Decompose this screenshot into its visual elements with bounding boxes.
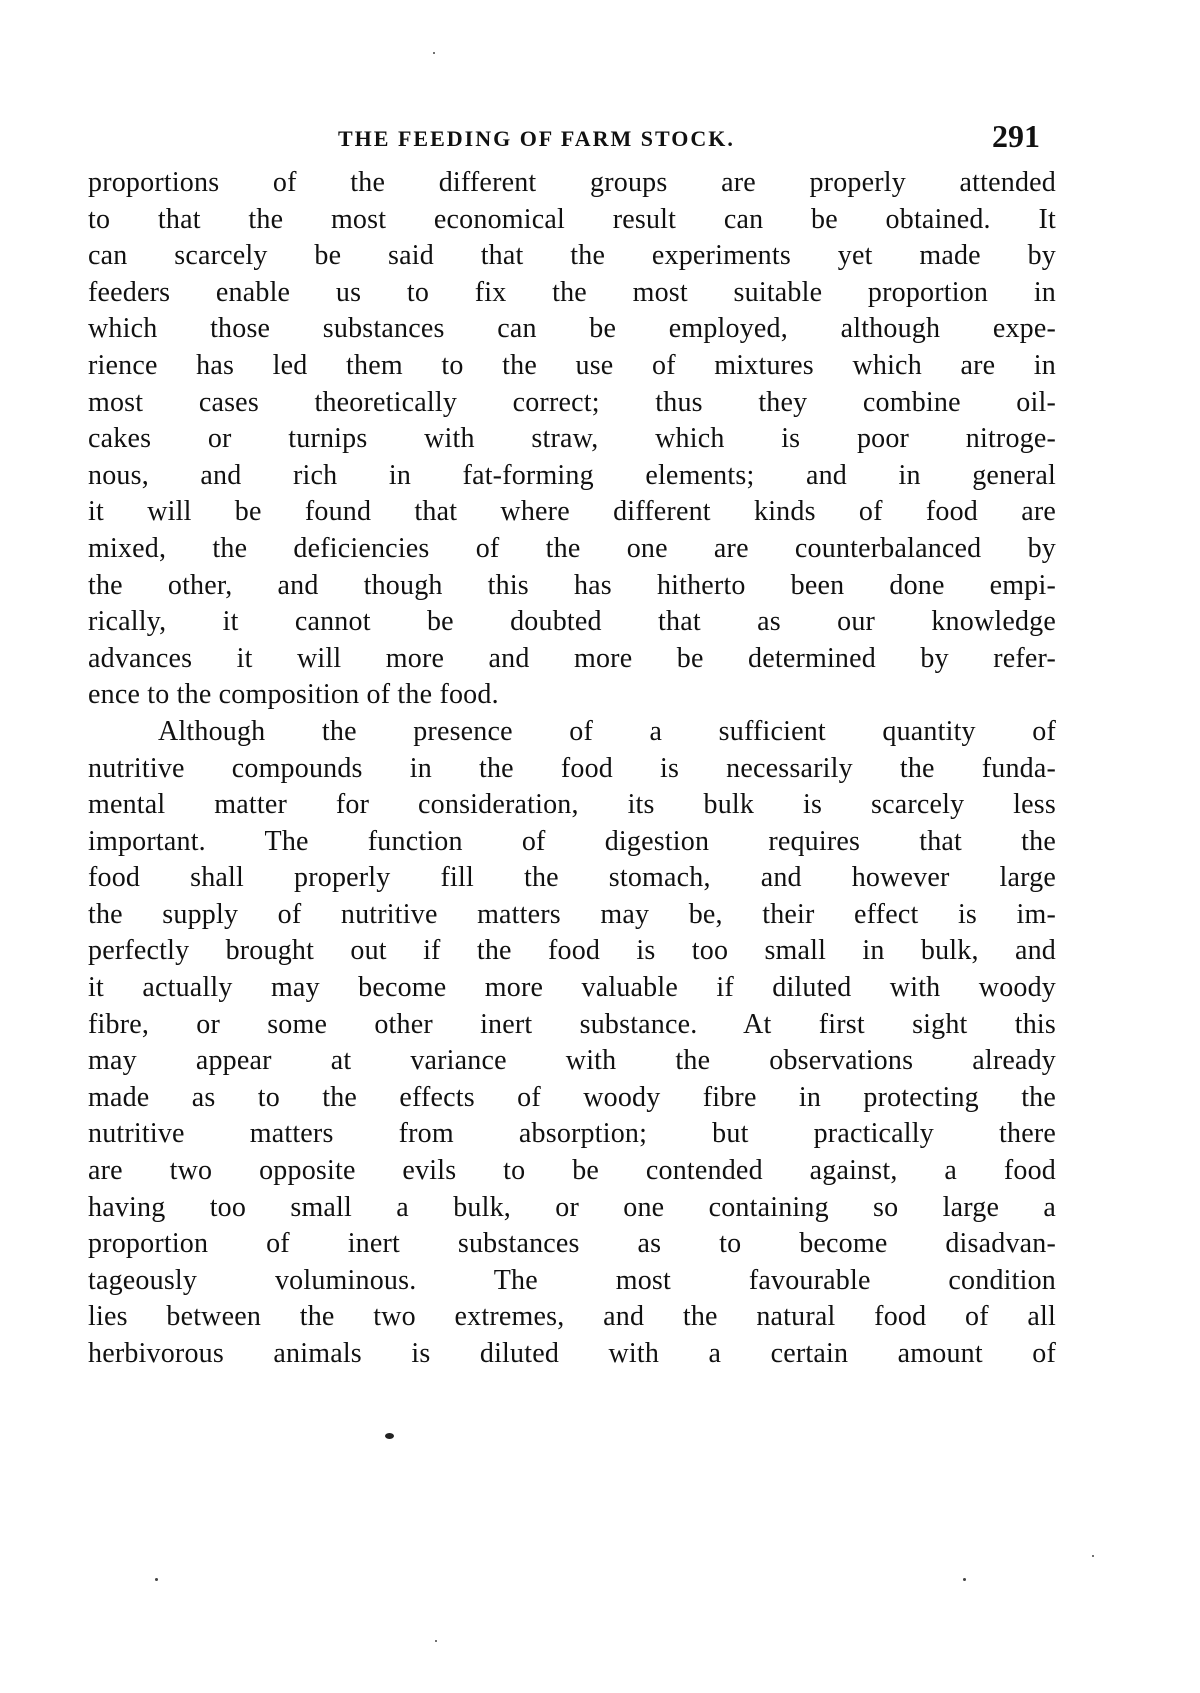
scan-speck — [433, 52, 435, 54]
scan-speck — [155, 1578, 158, 1581]
text-line: cakes or turnips with straw, which is poor nitroge- — [88, 423, 1056, 455]
text-line: it will be found that where different kinds of food are — [88, 496, 1056, 528]
text-line: ence to the composition of the food. — [88, 679, 499, 711]
page-number: 291 — [992, 118, 1040, 154]
text-line: mental matter for consideration, its bulk is scarcely less — [88, 789, 1056, 821]
scan-speck — [1092, 1555, 1094, 1557]
text-line: are two opposite evils to be contended against, a food — [88, 1155, 1056, 1187]
text-line: nutritive matters from absorption; but practically there — [88, 1118, 1056, 1150]
text-line: nous, and rich in fat-forming elements; and in general — [88, 459, 1056, 491]
text-line: it actually may become more valuable if diluted with woody — [88, 972, 1056, 1004]
text-line: fibre, or some other inert substance. At first sight this — [88, 1008, 1056, 1040]
running-head — [88, 118, 1048, 158]
text-line: to that the most economical result can be obtained. It — [88, 203, 1056, 235]
text-line: food shall properly fill the stomach, and however large — [88, 862, 1056, 894]
text-line: proportion of inert substances as to become disadvan- — [88, 1228, 1056, 1260]
text-line: having too small a bulk, or one containing so large a — [88, 1191, 1056, 1223]
text-line: rience has led them to the use of mixtures which are in — [88, 349, 1056, 381]
text-line: important. The function of digestion requires that the — [88, 825, 1056, 857]
text-line: the other, and though this has hitherto been done empi- — [88, 569, 1056, 601]
text-line: rically, it cannot be doubted that as our knowledge — [88, 606, 1056, 638]
text-line: the supply of nutritive matters may be, their effect is im- — [88, 898, 1056, 930]
text-line: proportions of the different groups are properly attended — [88, 167, 1056, 198]
text-line: made as to the effects of woody fibre in protecting the — [88, 1081, 1056, 1113]
text-line: which those substances can be employed, although expe- — [88, 313, 1056, 345]
text-line: lies between the two extremes, and the natural food of all — [88, 1301, 1056, 1333]
text-line: most cases theoretically correct; thus they combine oil- — [88, 386, 1056, 418]
text-line: perfectly brought out if the food is too small in bulk, and — [88, 935, 1056, 967]
paragraph — [88, 165, 1056, 714]
body-text — [88, 165, 1056, 1373]
text-line: may appear at variance with the observations already — [88, 1045, 1056, 1077]
text-line: feeders enable us to fix the most suitable proportion in — [88, 276, 1056, 308]
running-title: THE FEEDING OF FARM STOCK. — [338, 126, 735, 151]
text-line: Although the presence of a sufficient quantity of — [158, 715, 1056, 747]
text-line: herbivorous animals is diluted with a certain amount of — [88, 1338, 1056, 1369]
scan-speck — [963, 1578, 966, 1581]
text-line: tageously voluminous. The most favourable condition — [88, 1264, 1056, 1296]
text-line: mixed, the deficiencies of the one are counterbalanced by — [88, 532, 1056, 564]
ink-blot — [385, 1433, 394, 1439]
scan-speck — [435, 1640, 437, 1642]
text-line: can scarcely be said that the experiments yet made by — [88, 240, 1056, 272]
paragraph — [88, 714, 1056, 1373]
text-line: nutritive compounds in the food is necessarily the funda- — [88, 752, 1056, 784]
text-line: advances it will more and more be determined by refer- — [88, 642, 1056, 674]
